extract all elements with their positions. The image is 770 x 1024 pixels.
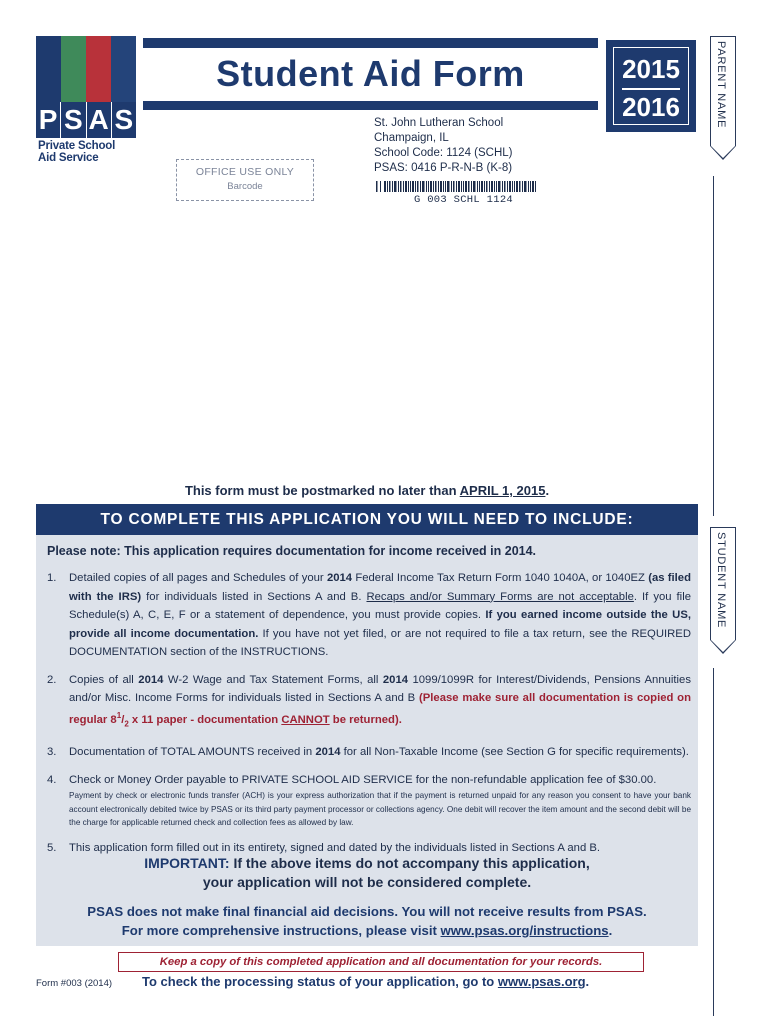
list-item: 3. Documentation of TOTAL AMOUNTS received in 2014 for all Non-Taxable Income (see Section G for specific requirements). (47, 746, 689, 759)
school-name: St. John Lutheran School (374, 117, 504, 129)
school-psas: PSAS: 0416 P-R-N-B (K-8) (374, 162, 513, 174)
year-top: 2015 (622, 54, 680, 84)
requirements-header: TO COMPLETE THIS APPLICATION YOU WILL NEED TO INCLUDE: (36, 504, 698, 535)
title-bar-bottom (143, 101, 598, 110)
requirements-list (47, 569, 691, 866)
decisions-notice: PSAS does not make final financial aid decisions. You will not receive results from PSAS. For more comprehensive instructions, please visit www.psas.org/instructions. (87, 904, 647, 938)
side-divider (713, 176, 714, 516)
list-item: 4. Check or Money Order payable to PRIVATE SCHOOL AID SERVICE for the non-refundable application fee of $30.00. Payment by check or electronic funds transfer (ACH) is your express authorization that if the payment is returned unpaid for any reason you consent to have your bank account electronically debited twice by PSAS or its third party payment processor or collections agency. One debit will recover the item amount and the second debit will be the charge for applicable returned check and collection fees as allowed by law. (47, 771, 691, 830)
list-item: 1. Detailed copies of all pages and Schedules of your 2014 Federal Income Tax Return Form 1040 1040A, or 1040EZ (as filed with the IRS) for individuals listed in Sections A and B. Recaps and/or Summary Forms are not acceptable. If you file Schedule(s) A, C, E, F or a statement of dependence, you must provide copies. If you earned income outside the US, provide all income documentation. If you have not yet filed, or are not required to file a tax return, see the REQUIRED DOCUMENTATION section of the INSTRUCTIONS. (47, 572, 691, 658)
office-use-sub: Barcode (227, 181, 263, 192)
office-use-box (176, 159, 314, 201)
title-bar-top (143, 38, 598, 48)
barcode-text: G 003 SCHL 1124 (414, 194, 514, 206)
side-divider-lower (713, 668, 714, 1016)
student-name-tab: STUDENT NAME (710, 527, 736, 640)
deadline-date: APRIL 1, 2015 (459, 483, 546, 498)
documentation-note: Please note: This application requires documentation for income received in 2014. (47, 544, 537, 558)
postmark-deadline: This form must be postmarked no later than APRIL 1, 2015. (184, 483, 550, 498)
important-notice: IMPORTANT: If the above items do not accompany this application, your application will not be considered complete. (144, 855, 590, 890)
year-badge (606, 40, 696, 132)
list-item: 5. This application form filled out in its entirety, signed and dated by the individuals listed in Sections A and B. (47, 841, 601, 854)
school-info (374, 116, 513, 176)
form-number: Form #003 (2014) (36, 978, 113, 989)
school-city: Champaign, IL (374, 132, 449, 144)
psas-logo (36, 36, 140, 164)
page-title: Student Aid Form (216, 53, 525, 94)
parent-name-tab: PARENT NAME (710, 36, 736, 146)
school-code: School Code: 1124 (SCHL) (374, 147, 513, 159)
psas-link[interactable]: www.psas.org (497, 974, 586, 989)
logo-name: Private School Aid Service (38, 140, 116, 164)
list-item: 2. Copies of all 2014 W-2 Wage and Tax Statement Forms, all 2014 1099/1099R for Interest/Dividends, Pensions Annuities and/or Misc. Income Forms for individuals listed in Sections A and B (Please make sure all documentation is copied on regular $8^1/_2$ x 11 paper - documentation CANNOT be returned). (47, 673, 691, 729)
barcode-icon (376, 181, 536, 192)
instructions-link[interactable]: www.psas.org/instructions (440, 923, 609, 938)
logo-letters: P S A S (36, 102, 136, 138)
status-notice: To check the processing status of your application, go to www.psas.org. (142, 974, 590, 989)
logo-stripes (36, 36, 136, 102)
office-use-label: OFFICE USE ONLY (195, 166, 295, 178)
payment-disclaimer: Payment by check or electronic funds transfer (ACH) is your express authorization that if the payment is returned unpaid for any reason you consent to have your bank account electronically debited twice by PSAS or its third party payment processor or collections agency. One debit will recover the item amount and the second debit will be the charge for applicable returned check and collection fees as allowed by law. (69, 791, 691, 828)
year-bottom: 2016 (622, 92, 680, 122)
keep-copy-notice: Keep a copy of this completed application and all documentation for your records. (118, 952, 644, 972)
